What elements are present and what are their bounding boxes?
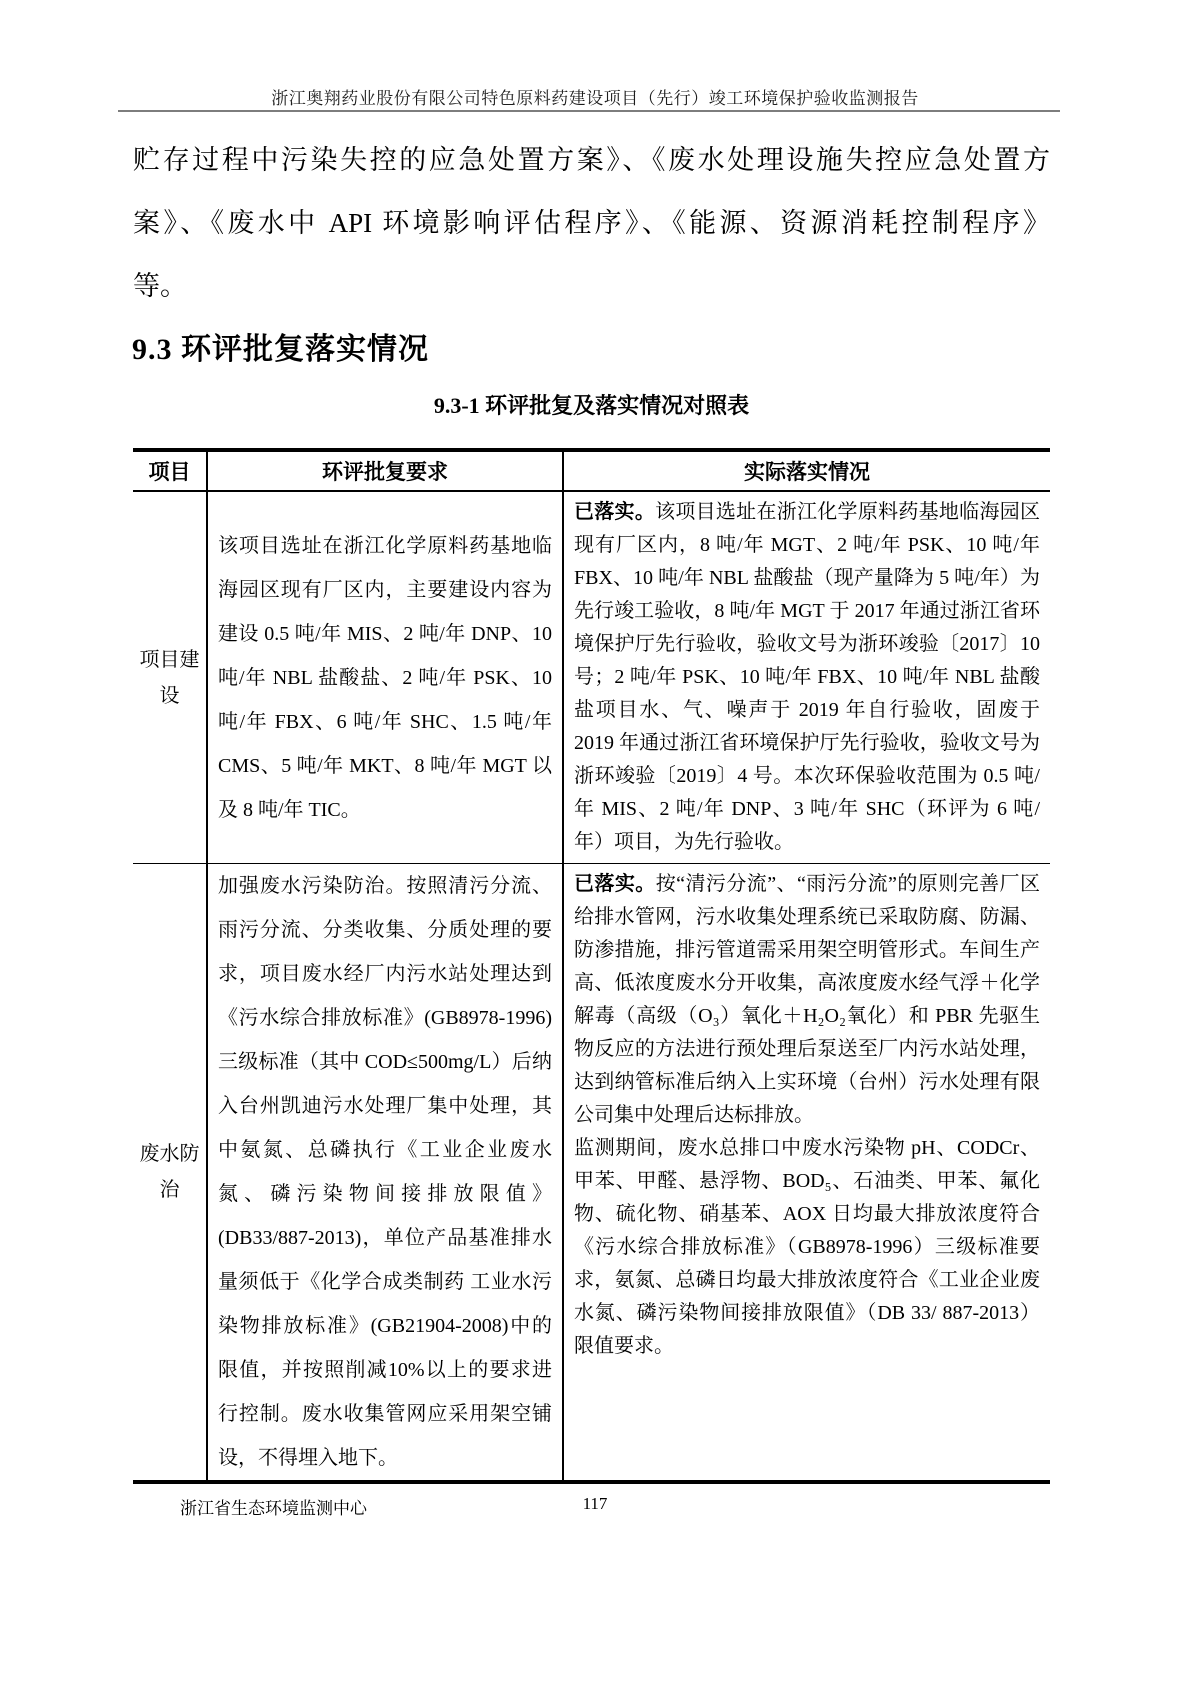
row-item-label: 废水防治 — [139, 1143, 200, 1201]
compliance-table — [133, 448, 1050, 1484]
status-lead: 已落实。 — [574, 873, 656, 895]
implementation-paragraph — [574, 1132, 1040, 1363]
table-caption: 9.3-1 环评批复及落实情况对照表 — [433, 393, 750, 418]
row-requirement-text: 该项目选址在浙江化学原料药基地临海园区现有厂区内，主要建设内容为建设 0.5 吨/年 MIS、2 吨/年 DNP、10 吨/年 NBL 盐酸盐、2 吨/年 PSK、10 吨/年 FBX、6 吨/年 SHC、1.5 吨/年 CMS、5 吨/年 MKT、8 吨/年 MGT 以及 8 吨/年 TIC。 — [207, 491, 563, 864]
intro-line: 案》、《废水中 API 环境影响评估程序》、《能源、资源消耗控制程序》 — [133, 208, 1050, 238]
header-rule — [118, 110, 1060, 112]
column-header-requirement: 环评批复要求 — [207, 450, 563, 491]
status-text: 监测期间，废水总排口中废水污染物 pH、CODCr、甲苯、甲醛、悬浮物、BOD₅、石油类、甲苯、氟化物、硫化物、硝基苯、AOX 日均最大排放浓度符合《污水综合排放标准》（GB8978-1996）三级标准要求，氨氮、总磷日均最大排放浓度符合《工业企业废水氮、磷污染物间接排放限值》（DB 33/ 887-2013）限值要求。 — [574, 1137, 1040, 1357]
running-header: 浙江奥翔药业股份有限公司特色原料药建设项目（先行）竣工环境保护验收监测报告 — [271, 89, 919, 108]
status-text: 该项目选址在浙江化学原料药基地临海园区现有厂区内，8 吨/年 MGT、2 吨/年 PSK、10 吨/年 FBX、10 吨/年 NBL 盐酸盐（现产量降为 5 吨/年）为先行竣工验收，8 吨/年 MGT 于 2017 年通过浙江省环境保护厅先行验收，验收文号为浙环竣验〔2017〕10 号；2 吨/年 PSK、10 吨/年 FBX、10 吨/年 NBL 盐酸盐项目水、气、噪声于 2019 年自行验收，固废于 2019 年通过浙江省环境保护厅先行验收，验收文号为浙环竣验〔2019〕4 号。本次环保验收范围为 0.5 吨/年 MIS、2 吨/年 DNP、3 吨/年 SHC（环评为 6 吨/年）项目，为先行验收。 — [574, 501, 1041, 853]
status-lead: 已落实。 — [574, 501, 656, 523]
row-implementation-cell — [563, 491, 1050, 864]
footer-organization: 浙江省生态环境监测中心 — [180, 1499, 367, 1518]
section-heading: 9.3 环评批复落实情况 — [132, 333, 429, 366]
column-header-implementation: 实际落实情况 — [563, 450, 1050, 491]
row-implementation-cell — [563, 864, 1050, 1483]
page-number: 117 — [582, 1494, 608, 1513]
row-requirement-text: 加强废水污染防治。按照清污分流、雨污分流、分类收集、分质处理的要求，项目废水经厂内污水站处理达到《污水综合排放标准》(GB8978-1996)三级标准（其中 COD≤500mg/L）后纳入台州凯迪污水处理厂集中处理，其中氨氮、总磷执行《工业企业废水氮、磷污染物间接排放限值》(DB33/887-2013)，单位产品基准排水量须低于《化学合成类制药 工业水污染物排放标准》(GB21904-2008)中的限值，并按照削减10%以上的要求进行控制。废水收集管网应采用架空铺设，不得埋入地下。 — [207, 864, 563, 1483]
status-text: 按“清污分流”、“雨污分流”的原则完善厂区给排水管网，污水收集处理系统已采取防腐、防漏、防渗措施，排污管道需采用架空明管形式。车间生产高、低浓度废水分开收集，高浓度废水经气浮＋化学解毒（高级（O₃）氧化＋H₂O₂氧化）和 PBR 先驱生物反应的方法进行预处理后泵送至厂内污水站处理，达到纳管标准后纳入上实环境（台州）污水处理有限公司集中处理后达标排放。 — [574, 873, 1040, 1126]
table-header-row — [133, 450, 1050, 491]
table-row-project-construction — [133, 491, 1050, 864]
row-item-label: 项目建设 — [133, 491, 207, 864]
table-row-wastewater-control — [133, 864, 1050, 1483]
implementation-paragraph — [574, 496, 1040, 859]
intro-line: 等。 — [133, 271, 187, 301]
column-header-item: 项目 — [133, 450, 207, 491]
intro-paragraph — [133, 138, 1050, 327]
implementation-paragraph — [574, 868, 1040, 1132]
intro-line: 贮存过程中污染失控的应急处置方案》、《废水处理设施失控应急处置方 — [133, 145, 1050, 175]
